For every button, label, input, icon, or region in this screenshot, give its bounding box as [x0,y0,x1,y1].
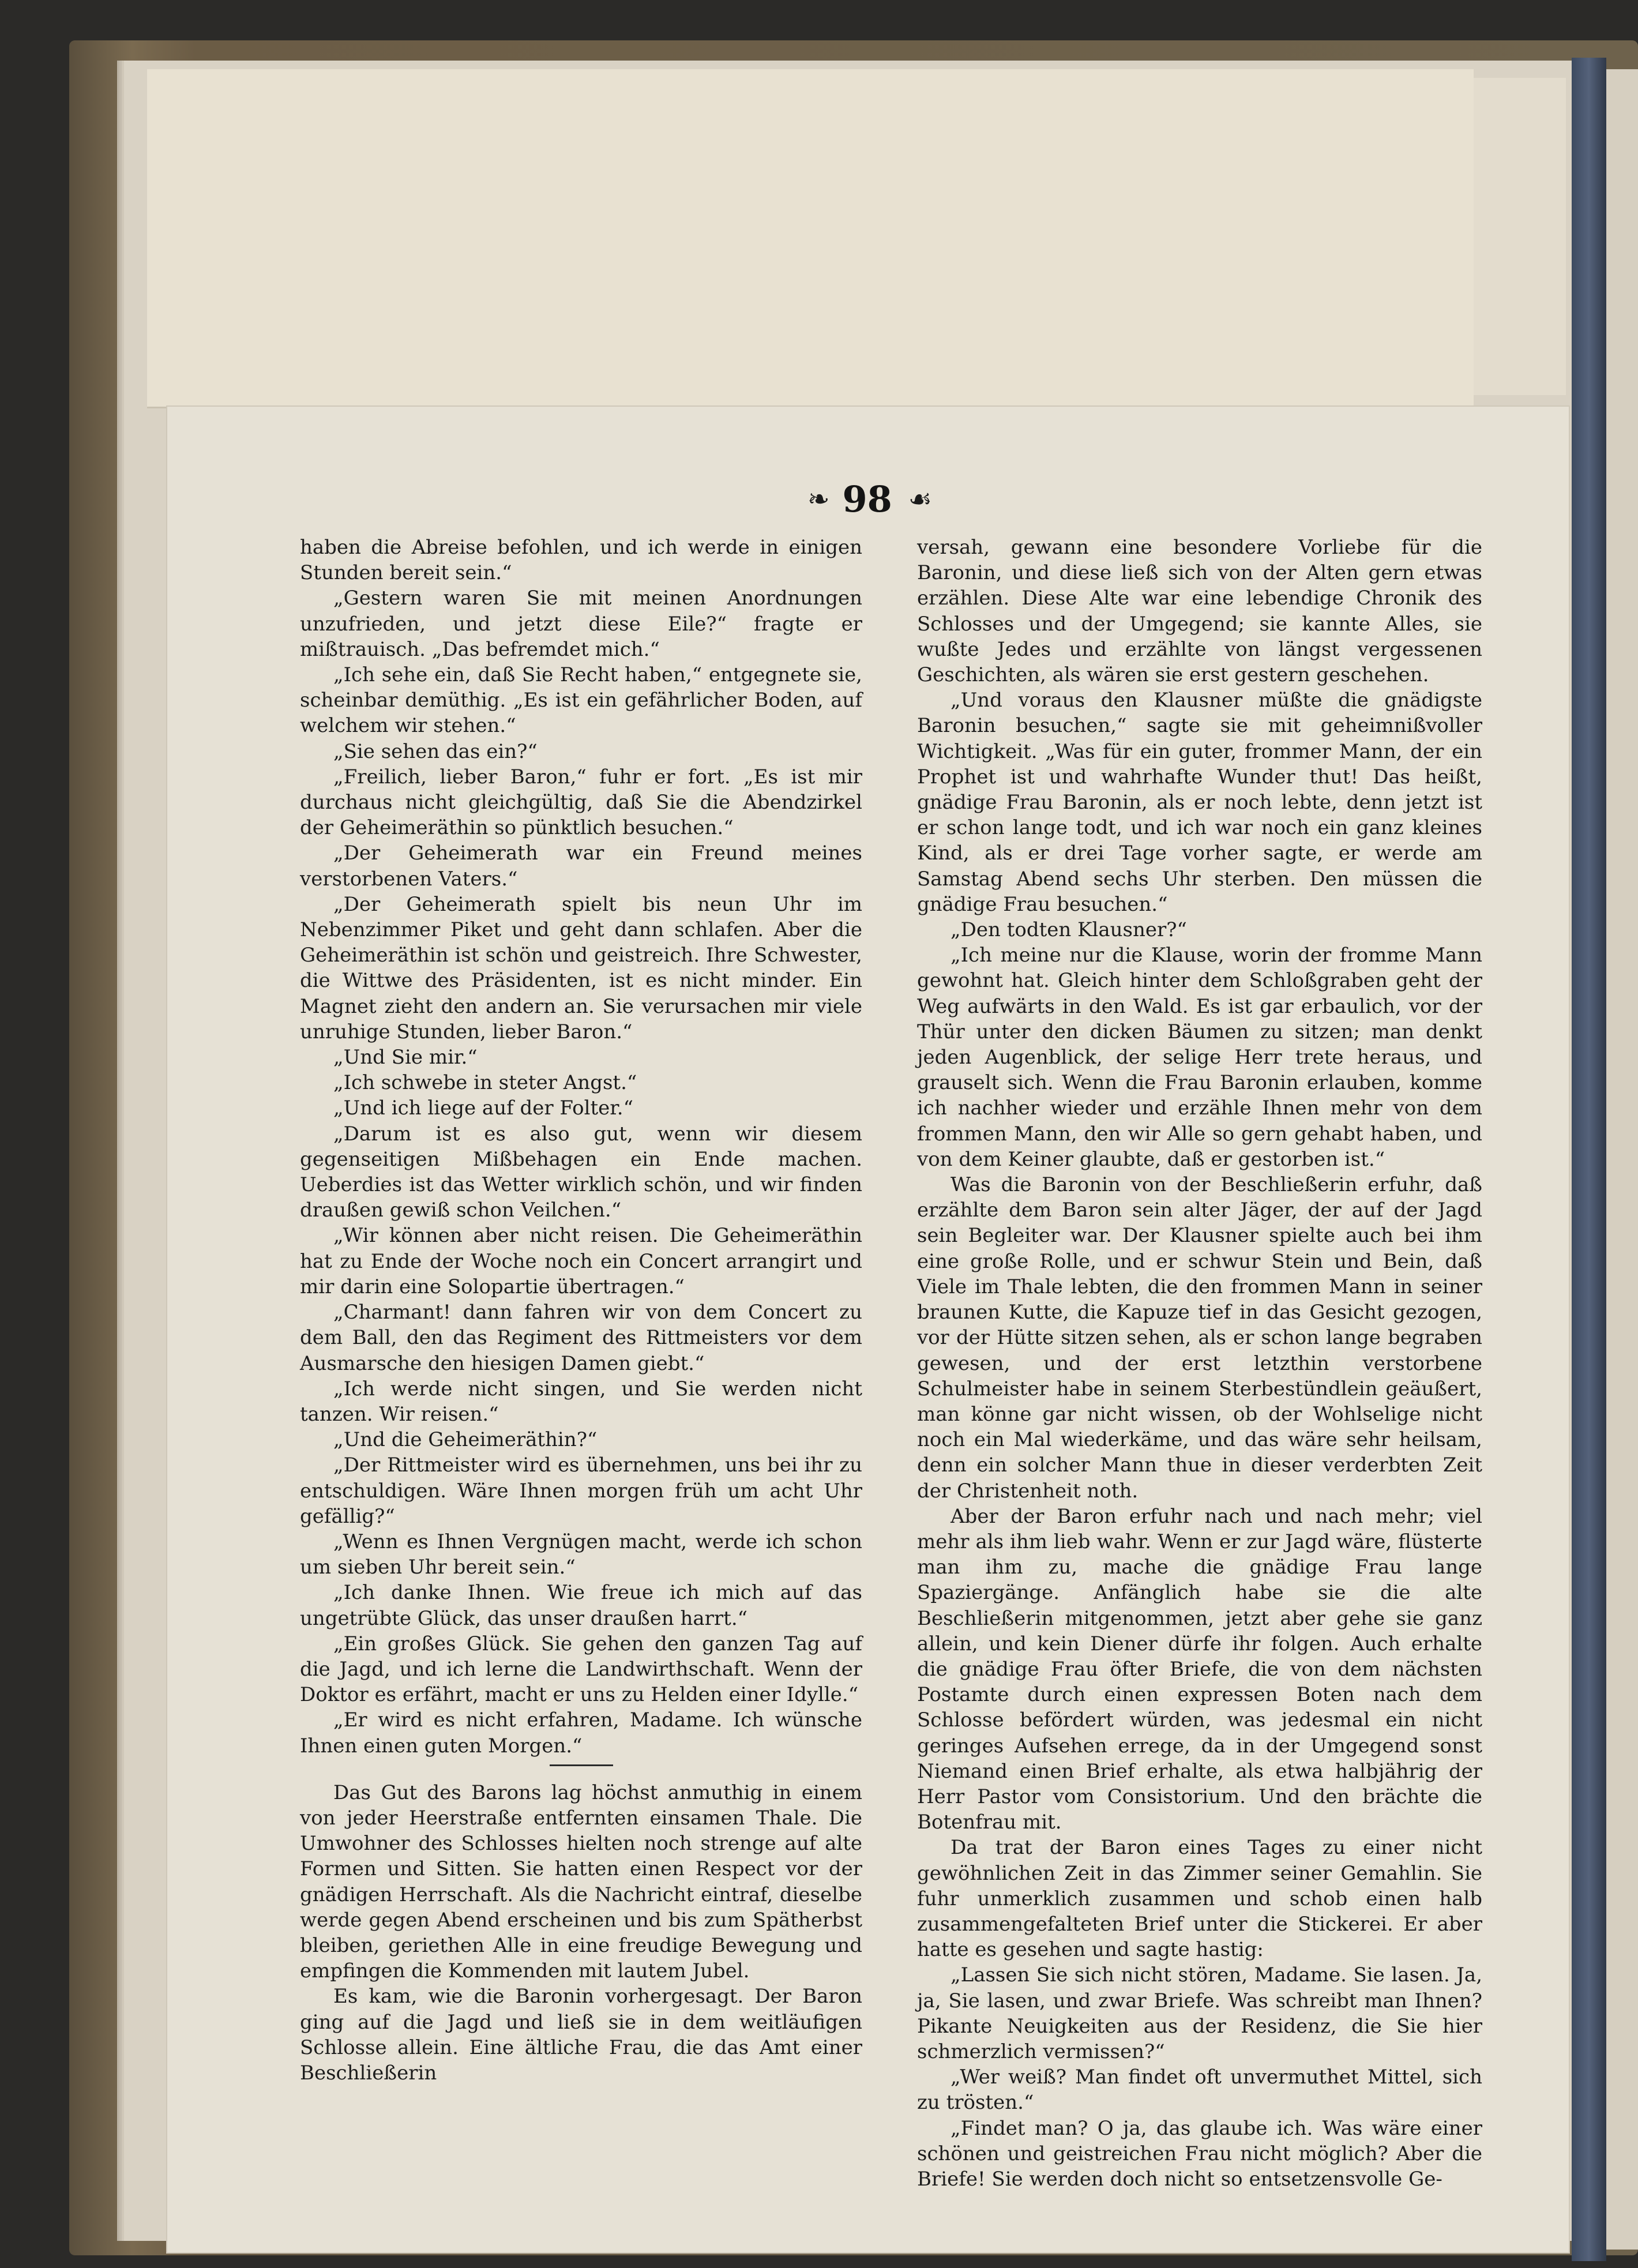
paragraph: Es kam, wie die Baronin vorhergesagt. Der Baron ging auf die Jagd und ließ sie in dem weitläufigen Schlosse allein. Eine ältliche Frau, die das Amt einer Beschließerin [300,1985,862,2085]
paragraph: „Der Rittmeister wird es übernehmen, uns bei ihr zu entschuldigen. Wäre Ihnen morgen früh um acht Uhr gefällig?“ [300,1454,862,1528]
paragraph: Was die Baronin von der Beschließerin erfuhr, daß erzählte dem Baron sein alter Jäger, der auf der Jagd sein Begleiter war. Der Klausner spielte auch bei ihm eine große Rolle, und er schwur Stein und Bein, daß Viele im Thale lebten, die den frommen Mann in seiner braunen Kutte, die Kapuze tief in das Gesicht gezogen, vor der Hütte sitzen sehen, als er schon lange begraben gewesen, und der erst letzthin verstorbene Schulmeister habe in seinem Sterbestündlein geäußert, man könne gar nicht wissen, ob der Wohlselige nicht noch ein Mal wiederkäme, und das wäre sehr heilsam, denn ein solcher Mann thue in dieser verderbten Zeit der Christenheit noth. [917,1173,1482,1503]
paragraph: „Findet man? O ja, das glaube ich. Was wäre einer schönen und geistreichen Frau nicht möglich? Aber die Briefe! Sie werden doch nicht so entsetzensvolle Ge- [917,2116,1482,2191]
paragraph: „Ich werde nicht singen, und Sie werden nicht tanzen. Wir reisen.“ [300,1377,862,1426]
paragraph: „Ich danke Ihnen. Wie freue ich mich auf das ungetrübte Glück, das unser draußen harrt.“ [300,1581,862,1630]
left-column [300,535,862,2086]
paragraph: „Lassen Sie sich nicht stören, Madame. Sie lasen. Ja, ja, Sie lasen, und zwar Briefe. Was schreibt man Ihnen? Pikante Neuigkeiten aus der Residenz, die Sie hier schmerzlich vermissen?“ [917,1963,1482,2063]
paragraph: „Ein großes Glück. Sie gehen den ganzen Tag auf die Jagd, und ich lerne die Landwirthschaft. Wenn der Doktor es erfährt, macht er uns zu Helden einer Idylle.“ [300,1632,862,1707]
right-column [917,535,1482,2192]
book-spine [1572,58,1606,2261]
paragraph: „Charmant! dann fahren wir von dem Concert zu dem Ball, den das Regiment des Rittmeisters vor dem Ausmarsche den hiesigen Damen giebt.“ [300,1301,862,1375]
page-number: 98 [842,478,892,520]
section-divider [550,1764,613,1766]
paragraph: „Sie sehen das ein?“ [333,739,538,763]
paragraph: „Wir können aber nicht reisen. Die Geheimeräthin hat zu Ende der Woche noch ein Concert arrangirt und mir darin eine Solopartie übertragen.“ [300,1224,862,1298]
paragraph: „Ich sehe ein, daß Sie Recht haben,“ entgegnete sie, scheinbar demüthig. „Es ist ein gefährlicher Boden, auf welchem wir stehen.“ [300,663,862,738]
paragraph: „Wer weiß? Man findet oft unvermuthet Mittel, sich zu trösten.“ [917,2066,1482,2115]
paragraph: „Und ich liege auf der Folter.“ [333,1097,633,1120]
paragraph: Aber der Baron erfuhr nach und nach mehr; viel mehr als ihm lieb wahr. Wenn er zur Jagd wäre, flüsterte man ihm zu, mache die gnädige Frau lange Spaziergänge. Anfänglich habe sie die alte Beschließerin mitgenommen, jetzt aber gehe sie ganz allein, und kein Diener dürfe ihr folgen. Auch erhalte die gnädige Frau öfter Briefe, die von dem nächsten Postamte durch einen expressen Boten nach dem Schlosse befördert würden, was jedesmal ein nicht geringes Aufsehen errege, da in der Umgegend sonst Niemand einen Brief erhalte, als etwa halbjährig der Herr Pastor vom Consistorium. Und den brächte die Botenfrau mit. [917,1504,1482,1834]
paragraph: „Und die Geheimeräthin?“ [333,1428,598,1452]
paragraph: Da trat der Baron eines Tages zu einer nicht gewöhnlichen Zeit in das Zimmer seiner Gemahlin. Sie fuhr unmerklich zusammen und schob einen halb zusammengefalteten Brief unter die Stickerei. Er aber hatte es gesehen und sagte hastig: [917,1836,1482,1962]
paragraph: haben die Abreise befohlen, und ich werde in einigen Stunden bereit sein.“ [300,536,862,585]
paragraph: „Und Sie mir.“ [333,1046,478,1069]
paragraph: „Wenn es Ihnen Vergnügen macht, werde ich schon um sieben Uhr bereit sein.“ [300,1530,862,1579]
ornament-right-icon: ☙ [908,483,929,515]
page-header [167,476,1569,522]
paragraph: „Der Geheimerath spielt bis neun Uhr im Nebenzimmer Piket und geht dann schlafen. Aber die Geheimeräthin ist schön und geistreich. Ihre Schwester, die Wittwe des Präsidenten, ist es nicht minder. Ein Magnet zieht den andern an. Sie verursachen mir viele unruhige Stunden, lieber Baron.“ [300,892,862,1043]
paragraph: „Ich meine nur die Klause, worin der fromme Mann gewohnt hat. Gleich hinter dem Schloßgraben geht der Weg aufwärts in den Wald. Es ist gar erbaulich, vor der Thür unter den dicken Bäumen zu sitzen; man denkt jeden Augenblick, der selige Herr trete heraus, und grauselt sich. Wenn die Frau Baronin erlauben, komme ich nachher wieder und erzähle Ihnen mehr von dem frommen Mann, den wir Alle so gern gehabt haben, und von dem Keiner glaubte, daß er gestorben ist.“ [917,944,1482,1171]
paragraph: „Freilich, lieber Baron,“ fuhr er fort. „Es ist mir durchaus nicht gleichgültig, daß Sie die Abendzirkel der Geheimeräthin so pünktlich besuchen.“ [300,765,862,840]
paragraph: „Ich schwebe in steter Angst.“ [333,1071,637,1095]
paragraph: versah, gewann eine besondere Vorliebe für die Baronin, und diese ließ sich von der Alten gern etwas erzählen. Diese Alte war eine lebendige Chronik des Schlosses und der Umgegend; sie kannte Alles, sie wußte Jedes und erzählte von längst vergessenen Geschichten, als wären sie erst gestern geschehen. [917,536,1482,687]
paragraph: Das Gut des Barons lag höchst anmuthig in einem von jeder Heerstraße entfernten einsamen Thale. Die Umwohner des Schlosses hielten noch strenge auf alte Formen und Sitten. Sie hatten einen Respect vor der gnädigen Herrschaft. Als die Nachricht eintraf, dieselbe werde gegen Abend erscheinen und bis zum Spätherbst bleiben, geriethen Alle in eine freudige Bewegung und empfingen die Kommenden mit lautem Jubel. [300,1781,862,1983]
paragraph: „Darum ist es also gut, wenn wir diesem gegenseitigen Mißbehagen ein Ende machen. Ueberdies ist das Wetter wirklich schön, und wir finden draußen gewiß schon Veilchen.“ [300,1122,862,1222]
paragraph: „Der Geheimerath war ein Freund meines verstorbenen Vaters.“ [300,842,862,891]
ornament-left-icon: ❧ [807,483,826,515]
paragraph: „Gestern waren Sie mit meinen Anordnungen unzufrieden, und jetzt diese Eile?“ fragte er mißtrauisch. „Das befremdet mich.“ [300,587,862,661]
blank-paper-slip-right [1474,78,1566,395]
paragraph: „Und voraus den Klausner müßte die gnädigste Baronin besuchen,“ sagte sie mit geheimnißvoller Wichtigkeit. „Was für ein guter, frommer Mann, der ein Prophet ist und wahrhafte Wunder thut! Das heißt, gnädige Frau Baronin, als er noch lebte, denn jetzt ist er schon lange todt, und ich war noch ein ganz kleines Kind, als er drei Tage vorher sagte, er werde am Samstag Abend sechs Uhr sterben. Den müssen die gnädige Frau besuchen.“ [917,689,1482,916]
newspaper-page [167,407,1569,2252]
paragraph: „Er wird es nicht erfahren, Madame. Ich wünsche Ihnen einen guten Morgen.“ [300,1708,862,1758]
blank-paper-slip [147,69,1474,408]
paragraph: „Den todten Klausner?“ [951,918,1187,942]
